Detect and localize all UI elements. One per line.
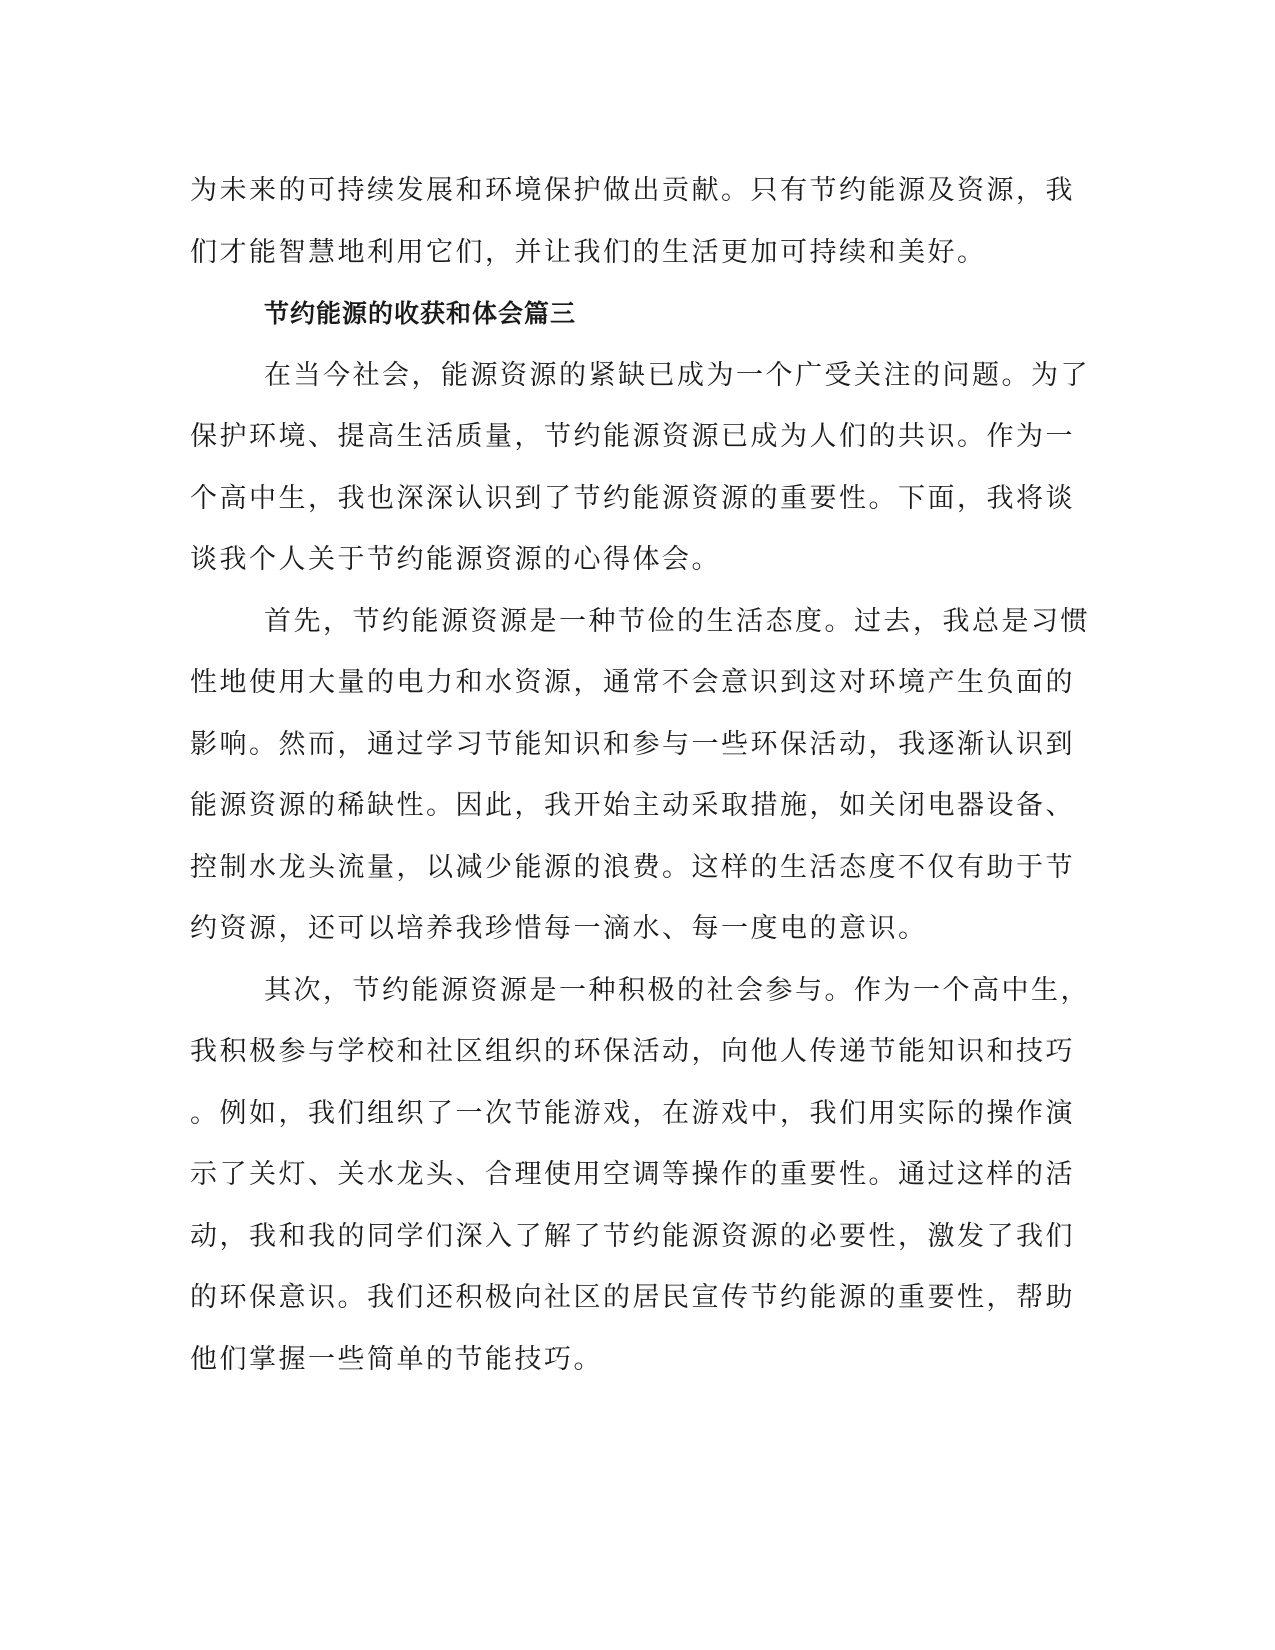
section-heading: 节约能源的收获和体会篇三: [264, 299, 577, 328]
document-body: [190, 160, 1090, 1390]
paragraph-line: 能源资源的稀缺性。因此，我开始主动采取措施，如关闭电器设备、: [190, 790, 1075, 821]
paragraph-line: 谈我个人关于节约能源资源的心得体会。: [190, 544, 721, 575]
paragraph-line: 在当今社会，能源资源的紧缺已成为一个广受关注的问题。为了: [264, 359, 1090, 391]
paragraph-line: 的环保意识。我们还积极向社区的居民宣传节约能源的重要性，帮助: [190, 1282, 1075, 1313]
paragraph-line: 性地使用大量的电力和水资源，通常不会意识到这对环境产生负面的: [190, 667, 1075, 698]
paragraph-line: 为未来的可持续发展和环境保护做出贡献。只有节约能源及资源，我: [190, 175, 1075, 206]
paragraph-line: 示了关灯、关水龙头、合理使用空调等操作的重要性。通过这样的活: [190, 1159, 1075, 1190]
paragraph-line: 约资源，还可以培养我珍惜每一滴水、每一度电的意识。: [190, 913, 928, 944]
paragraph-line: 我积极参与学校和社区组织的环保活动，向他人传递节能知识和技巧: [190, 1036, 1075, 1067]
paragraph-line: 首先，节约能源资源是一种节俭的生活态度。过去，我总是习惯: [264, 605, 1090, 637]
paragraph-line: 个高中生，我也深深认识到了节约能源资源的重要性。下面，我将谈: [190, 482, 1075, 514]
paragraph-line: 保护环境、提高生活质量，节约能源资源已成为人们的共识。作为一: [190, 421, 1075, 452]
paragraph-line: 控制水龙头流量，以减少能源的浪费。这样的生活态度不仅有助于节: [190, 851, 1075, 883]
paragraph-line: 其次，节约能源资源是一种积极的社会参与。作为一个高中生，: [264, 974, 1090, 1006]
paragraph-line: 们才能智慧地利用它们，并让我们的生活更加可持续和美好。: [190, 236, 987, 268]
paragraph-line: 。例如，我们组织了一次节能游戏，在游戏中，我们用实际的操作演: [190, 1097, 1075, 1129]
body-paragraph-2: [190, 591, 1090, 960]
paragraph-line: 动，我和我的同学们深入了解了节约能源资源的必要性，激发了我们: [190, 1220, 1075, 1252]
paragraph-line: 他们掌握一些简单的节能技巧。: [190, 1343, 603, 1375]
intro-paragraph: [190, 160, 1085, 283]
body-paragraph-1: [190, 345, 1090, 591]
paragraph-line: 影响。然而，通过学习节能知识和参与一些环保活动，我逐渐认识到: [190, 728, 1075, 760]
body-paragraph-3: [190, 960, 1090, 1391]
